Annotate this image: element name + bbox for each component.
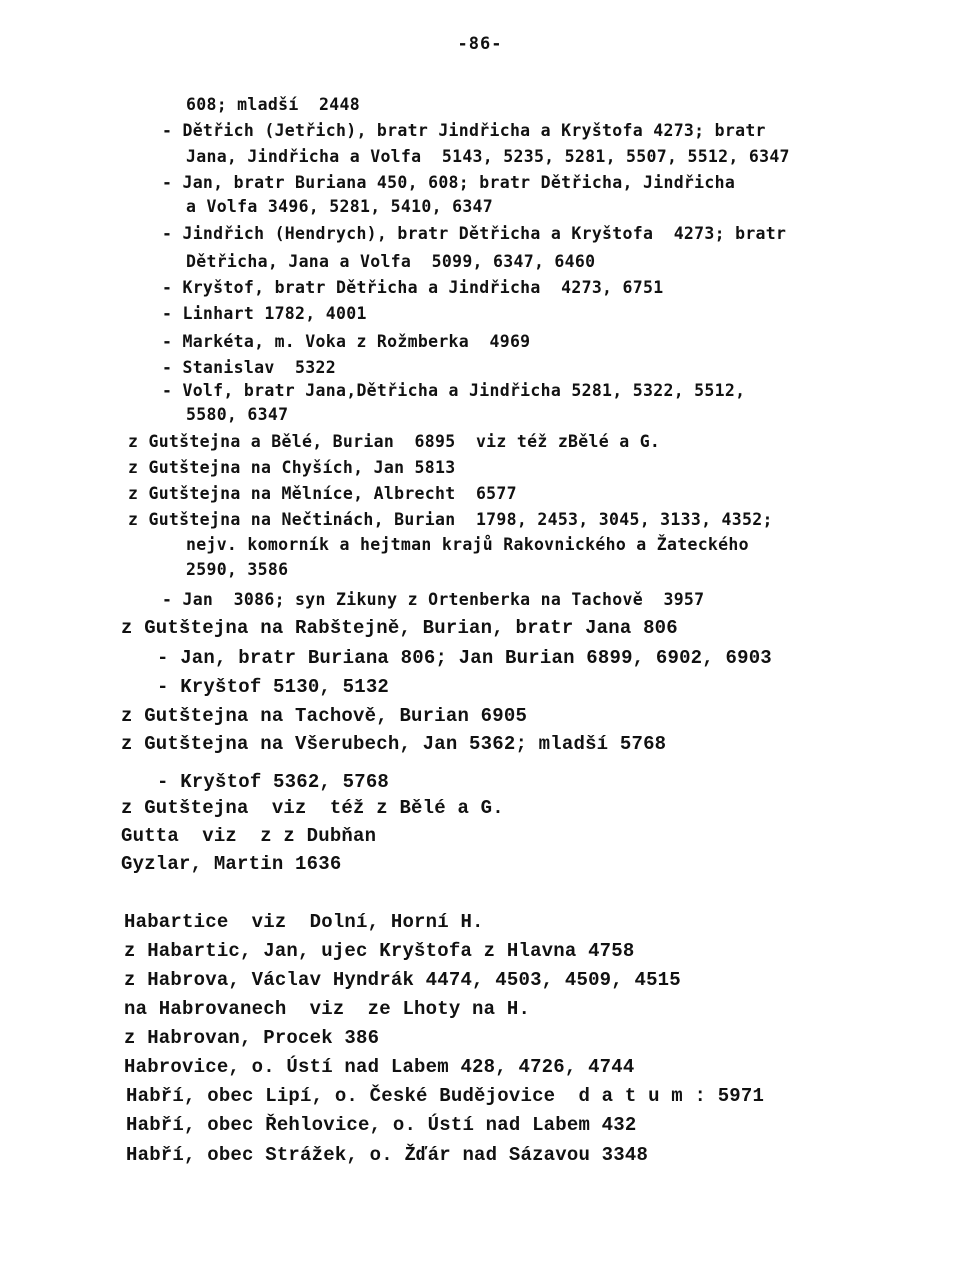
index-line: z Habartic, Jan, ujec Kryštofa z Hlavna 4758 bbox=[124, 940, 635, 962]
index-line: 608; mladší 2448 bbox=[186, 95, 360, 114]
index-line: Habří, obec Lipí, o. České Budějovice d a t u m : 5971 bbox=[126, 1085, 765, 1107]
index-line: - Jan, bratr Buriana 450, 608; bratr Dětřicha, Jindřicha bbox=[162, 173, 736, 192]
index-line: 5580, 6347 bbox=[186, 405, 289, 424]
index-line: Dětřicha, Jana a Volfa 5099, 6347, 6460 bbox=[186, 252, 596, 271]
index-line: Gutta viz z z Dubňan bbox=[121, 825, 377, 847]
index-line: Habří, obec Strážek, o. Žďár nad Sázavou 3348 bbox=[126, 1144, 649, 1166]
page-number: -86- bbox=[457, 34, 503, 54]
index-line: - Jan, bratr Buriana 806; Jan Burian 6899, 6902, 6903 bbox=[157, 647, 772, 669]
index-line: Gyzlar, Martin 1636 bbox=[121, 853, 342, 875]
index-line: na Habrovanech viz ze Lhoty na H. bbox=[124, 998, 531, 1020]
index-line: - Dětřich (Jetřich), bratr Jindřicha a Kryštofa 4273; bratr bbox=[162, 121, 766, 140]
index-line: - Kryštof 5130, 5132 bbox=[157, 676, 390, 698]
index-line: z Gutštejna a Bělé, Burian 6895 viz též zBělé a G. bbox=[128, 432, 661, 451]
index-line: - Jindřich (Hendrych), bratr Dětřicha a Kryštofa 4273; bratr bbox=[162, 224, 787, 243]
index-line: nejv. komorník a hejtman krajů Rakovnického a Žateckého bbox=[186, 535, 749, 554]
index-line: - Markéta, m. Voka z Rožmberka 4969 bbox=[162, 332, 531, 351]
index-line: z Gutštejna na Rabštejně, Burian, bratr Jana 806 bbox=[121, 617, 678, 639]
index-line: Habrovice, o. Ústí nad Labem 428, 4726, 4744 bbox=[124, 1056, 635, 1078]
index-line: z Gutštejna na Nečtinách, Burian 1798, 2453, 3045, 3133, 4352; bbox=[128, 510, 773, 529]
index-line: - Kryštof, bratr Dětřicha a Jindřicha 4273, 6751 bbox=[162, 278, 664, 297]
index-line: - Stanislav 5322 bbox=[162, 358, 336, 377]
index-line: z Gutštejna na Všerubech, Jan 5362; mladší 5768 bbox=[121, 733, 667, 755]
index-line: Jana, Jindřicha a Volfa 5143, 5235, 5281, 5507, 5512, 6347 bbox=[186, 147, 790, 166]
index-line: z Gutštejna viz též z Bělé a G. bbox=[121, 797, 504, 819]
index-line: Habří, obec Řehlovice, o. Ústí nad Labem 432 bbox=[126, 1114, 637, 1136]
index-line: z Habrovan, Procek 386 bbox=[124, 1027, 380, 1049]
index-line: a Volfa 3496, 5281, 5410, 6347 bbox=[186, 197, 494, 216]
index-line: - Volf, bratr Jana,Dětřicha a Jindřicha 5281, 5322, 5512, bbox=[162, 381, 746, 400]
index-line: - Jan 3086; syn Zikuny z Ortenberka na Tachově 3957 bbox=[162, 590, 705, 609]
index-line: 2590, 3586 bbox=[186, 560, 289, 579]
index-line: z Gutštejna na Mělníce, Albrecht 6577 bbox=[128, 484, 517, 503]
index-line: z Habrova, Václav Hyndrák 4474, 4503, 4509, 4515 bbox=[124, 969, 681, 991]
index-line: - Linhart 1782, 4001 bbox=[162, 304, 367, 323]
index-line: z Gutštejna na Chyších, Jan 5813 bbox=[128, 458, 456, 477]
index-line: z Gutštejna na Tachově, Burian 6905 bbox=[121, 705, 528, 727]
index-line: Habartice viz Dolní, Horní H. bbox=[124, 911, 484, 933]
index-line: - Kryštof 5362, 5768 bbox=[157, 771, 390, 793]
